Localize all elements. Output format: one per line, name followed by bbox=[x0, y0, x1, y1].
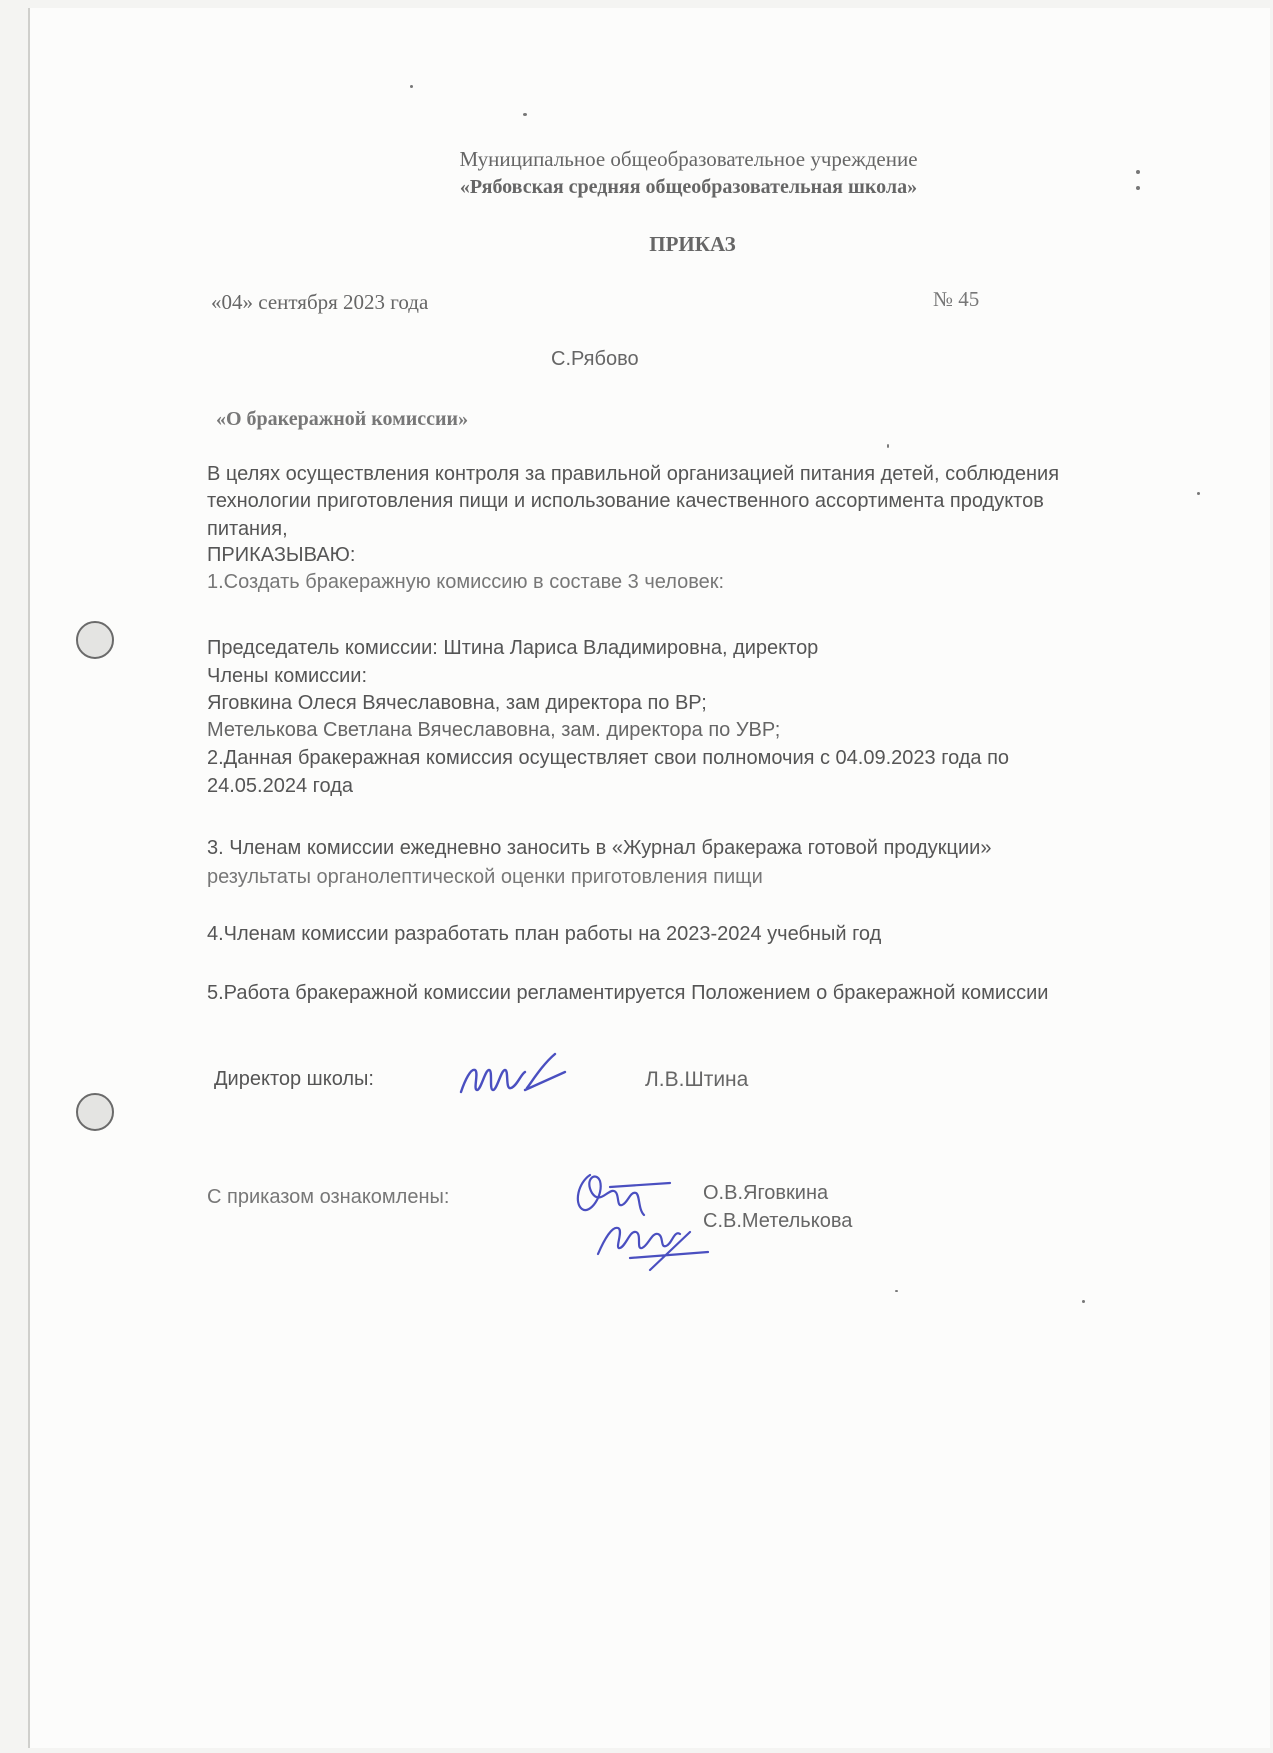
director-label: Директор школы: bbox=[214, 1068, 374, 1090]
scan-speck bbox=[1082, 1300, 1085, 1303]
order-word: ПРИКАЗЫВАЮ: bbox=[207, 544, 356, 566]
scan-speck bbox=[1197, 492, 1200, 495]
scan-speck bbox=[523, 113, 527, 116]
acquainted-person-1: О.В.Яговкина bbox=[703, 1182, 829, 1204]
member-1: Яговкина Олеся Вячеславовна, зам директора по ВР; bbox=[207, 692, 707, 714]
school-name: «Рябовская средняя общеобразовательная школа» bbox=[459, 176, 918, 198]
document-title: ПРИКАЗ bbox=[649, 232, 736, 256]
item-2-line-2: 24.05.2024 года bbox=[207, 775, 353, 797]
order-subject: «О бракеражной комиссии» bbox=[216, 408, 469, 430]
signature-metelkova bbox=[590, 1212, 720, 1272]
intro-line-1: В целях осуществления контроля за правильной организацией питания детей, соблюдения bbox=[207, 463, 1060, 485]
item-1: 1.Создать бракеражную комиссию в составе 3 человек: bbox=[207, 571, 725, 593]
acquainted-person-2: С.В.Метелькова bbox=[703, 1210, 853, 1232]
item-3-line-1: 3. Членам комиссии ежедневно заносить в «Журнал бракеража готовой продукции» bbox=[207, 837, 992, 859]
item-2-line-1: 2.Данная бракеражная комиссия осуществляет свои полномочия с 04.09.2023 года по bbox=[207, 747, 1010, 769]
punch-hole-bottom bbox=[76, 1093, 114, 1131]
commission-chair: Председатель комиссии: Штина Лариса Владимировна, директор bbox=[207, 637, 819, 659]
item-5: 5.Работа бракеражной комиссии регламентируется Положением о бракеражной комиссии bbox=[207, 982, 1049, 1004]
item-3-line-2: результаты органолептической оценки приготовления пищи bbox=[207, 866, 763, 888]
scan-speck bbox=[410, 85, 413, 88]
acquainted-label: С приказом ознакомлены: bbox=[207, 1186, 450, 1208]
punch-hole-top bbox=[76, 621, 114, 659]
director-name: Л.В.Штина bbox=[645, 1068, 749, 1091]
institution-line: Муниципальное общеобразовательное учреждение bbox=[459, 147, 918, 171]
scan-speck bbox=[887, 444, 889, 448]
scan-speck bbox=[895, 1290, 898, 1292]
members-label: Члены комиссии: bbox=[207, 665, 368, 687]
item-4: 4.Членам комиссии разработать план работы на 2023-2024 учебный год bbox=[207, 923, 882, 945]
intro-line-2: технологии приготовления пищи и использование качественного ассортимента продуктов bbox=[207, 490, 1044, 512]
order-number: № 45 bbox=[933, 287, 980, 311]
director-signature bbox=[455, 1050, 575, 1100]
intro-line-3: питания, bbox=[207, 518, 288, 540]
order-place: С.Рябово bbox=[551, 348, 639, 370]
order-date: «04» сентября 2023 года bbox=[211, 290, 429, 314]
member-2: Метелькова Светлана Вячеславовна, зам. директора по УВР; bbox=[207, 719, 781, 741]
